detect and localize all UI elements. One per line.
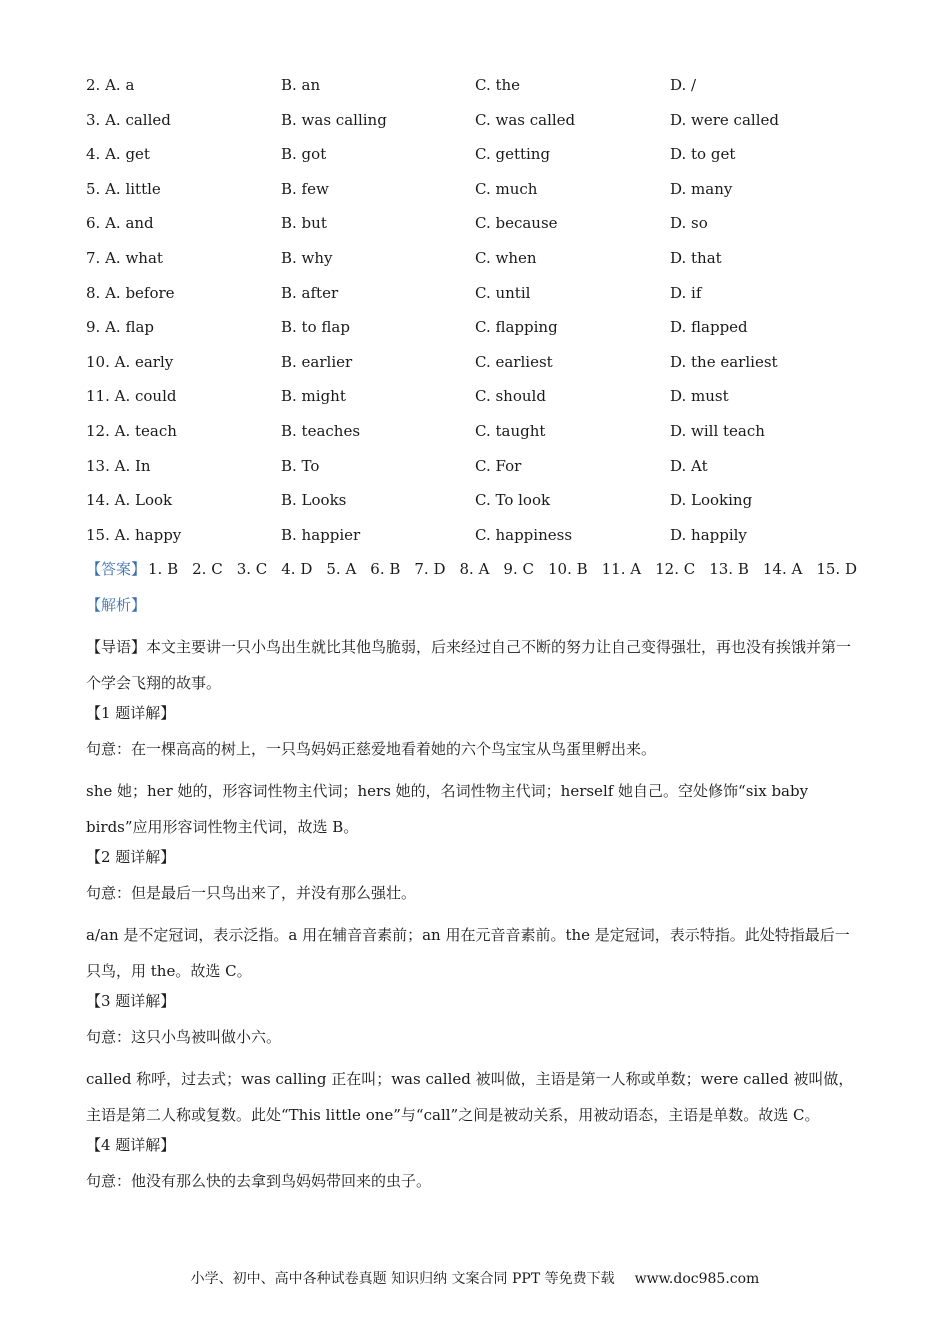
option-a: 12. A. teach bbox=[86, 421, 177, 440]
option-d: D. many bbox=[670, 179, 733, 198]
answer-item: 12. C bbox=[655, 560, 696, 578]
option-row bbox=[86, 315, 876, 350]
analysis-tag: 【解析】 bbox=[86, 596, 147, 614]
analysis-body bbox=[86, 593, 862, 1205]
option-b: B. an bbox=[281, 76, 321, 94]
option-b: B. happier bbox=[281, 525, 361, 544]
option-c: C. much bbox=[475, 179, 538, 198]
answer-line bbox=[86, 557, 857, 582]
answer-item: 7. D bbox=[414, 560, 446, 578]
option-a: 8. A. before bbox=[86, 283, 175, 302]
option-a: 14. A. Look bbox=[86, 491, 173, 510]
option-d: D. that bbox=[670, 248, 722, 267]
q1-explanation: she 她；her 她的，形容词性物主代词；hers 她的，名词性物主代词；herself 她自己。空处修饰“six baby birds”应用形容词性物主代词，故选 B。 bbox=[86, 782, 809, 836]
option-c: C. when bbox=[475, 248, 537, 267]
answer-item: 5. A bbox=[326, 560, 357, 578]
option-d: D. will teach bbox=[670, 421, 765, 440]
option-a: 6. A. and bbox=[86, 214, 154, 233]
option-a: 13. A. In bbox=[86, 456, 151, 475]
option-d: D. / bbox=[670, 76, 697, 94]
option-row bbox=[86, 488, 876, 523]
option-row bbox=[86, 454, 876, 489]
option-d: D. Looking bbox=[670, 491, 753, 510]
option-a: 10. A. early bbox=[86, 352, 174, 371]
option-c: C. until bbox=[475, 283, 531, 302]
answer-item: 6. B bbox=[370, 560, 401, 578]
option-b: B. To bbox=[281, 456, 320, 475]
option-d: D. were called bbox=[670, 110, 779, 129]
answer-item: 8. A bbox=[459, 560, 490, 578]
q3-heading: 【3 题详解】 bbox=[86, 992, 176, 1010]
option-d: D. so bbox=[670, 214, 708, 233]
option-c: C. taught bbox=[475, 421, 546, 440]
option-b: B. to flap bbox=[281, 318, 350, 337]
option-a: 7. A. what bbox=[86, 248, 163, 267]
option-d: D. to get bbox=[670, 145, 736, 164]
footer-text: 小学、初中、高中各种试卷真题 知识归纳 文案合同 PPT 等免费下载 bbox=[190, 1271, 615, 1287]
option-c: C. To look bbox=[475, 491, 551, 510]
answer-item: 10. B bbox=[547, 560, 588, 578]
answer-item: 15. D bbox=[816, 560, 857, 578]
option-row bbox=[86, 211, 876, 246]
option-a: 3. A. called bbox=[86, 110, 171, 129]
answer-item: 3. C bbox=[236, 560, 268, 578]
option-a: 2. A. a bbox=[86, 76, 135, 94]
option-row bbox=[86, 281, 876, 316]
page-footer bbox=[0, 1268, 950, 1290]
option-c: C. happiness bbox=[475, 525, 573, 544]
option-c: C. earliest bbox=[475, 352, 553, 371]
option-b: B. was calling bbox=[281, 110, 387, 129]
option-b: B. few bbox=[281, 179, 329, 198]
option-c: C. getting bbox=[475, 145, 551, 164]
option-row bbox=[86, 419, 876, 454]
answer-item: 4. D bbox=[281, 560, 313, 578]
option-c: C. because bbox=[475, 214, 558, 233]
option-a: 15. A. happy bbox=[86, 525, 182, 544]
option-d: D. flapped bbox=[670, 318, 748, 337]
option-b: B. got bbox=[281, 145, 327, 164]
footer-url[interactable]: www.doc985.com bbox=[634, 1271, 760, 1287]
option-row bbox=[86, 246, 876, 281]
option-row bbox=[86, 177, 876, 212]
option-b: B. might bbox=[281, 387, 346, 406]
guide-paragraph: 【导语】本文主要讲一只小鸟出生就比其他鸟脆弱，后来经过自己不断的努力让自己变得强壮，再也没有挨饿并第一个学会飞翔的故事。 bbox=[86, 638, 852, 692]
option-d: D. At bbox=[670, 456, 708, 475]
option-b: B. after bbox=[281, 283, 339, 302]
answer-list bbox=[148, 557, 857, 582]
answer-item: 13. B bbox=[709, 560, 749, 578]
option-a: 4. A. get bbox=[86, 145, 150, 164]
option-row bbox=[86, 142, 876, 177]
answer-item: 11. A bbox=[601, 560, 642, 578]
option-b: B. why bbox=[281, 248, 333, 267]
q2-meaning: 句意：但是最后一只鸟出来了，并没有那么强壮。 bbox=[86, 884, 417, 902]
option-c: C. For bbox=[475, 456, 522, 475]
option-d: D. the earliest bbox=[670, 352, 778, 371]
option-c: C. flapping bbox=[475, 318, 558, 337]
option-c: C. the bbox=[475, 76, 521, 94]
q1-heading: 【1 题详解】 bbox=[86, 704, 176, 722]
q2-explanation: a/an 是不定冠词，表示泛指。a 用在辅音音素前；an 用在元音音素前。the 是定冠词，表示特指。此处特指最后一只鸟，用 the。故选 C。 bbox=[86, 926, 850, 980]
option-a: 11. A. could bbox=[86, 387, 177, 406]
q4-meaning: 句意：他没有那么快的去拿到鸟妈妈带回来的虫子。 bbox=[86, 1172, 432, 1190]
q1-meaning: 句意：在一棵高高的树上，一只鸟妈妈正慈爱地看着她的六个鸟宝宝从鸟蛋里孵出来。 bbox=[86, 740, 657, 758]
option-row bbox=[86, 108, 876, 143]
q3-explanation: called 称呼，过去式；was calling 正在叫；was called 被叫做，主语是第一人称或单数；were called 被叫做，主语是第二人称或复数。此处“This little one”与“call”之间是被动关系，用被动语态，主语是单数。故选 C。 bbox=[86, 1070, 854, 1124]
option-d: D. happily bbox=[670, 525, 747, 544]
option-c: C. was called bbox=[475, 110, 576, 129]
q2-heading: 【2 题详解】 bbox=[86, 848, 176, 866]
option-c: C. should bbox=[475, 387, 546, 406]
answer-tag: 【答案】 bbox=[86, 560, 147, 578]
option-d: D. must bbox=[670, 387, 729, 406]
option-b: B. Looks bbox=[281, 491, 347, 510]
option-row bbox=[86, 73, 876, 108]
option-b: B. teaches bbox=[281, 421, 361, 440]
option-row bbox=[86, 350, 876, 385]
option-row bbox=[86, 384, 876, 419]
option-table bbox=[86, 73, 876, 557]
answer-item: 2. C bbox=[192, 560, 223, 578]
option-d: D. if bbox=[670, 283, 702, 302]
option-b: B. but bbox=[281, 214, 327, 233]
option-b: B. earlier bbox=[281, 352, 353, 371]
answer-item: 1. B bbox=[148, 560, 179, 578]
q4-heading: 【4 题详解】 bbox=[86, 1136, 176, 1154]
q3-meaning: 句意：这只小鸟被叫做小六。 bbox=[86, 1028, 282, 1046]
answer-item: 14. A bbox=[762, 560, 803, 578]
option-a: 9. A. flap bbox=[86, 318, 154, 337]
option-a: 5. A. little bbox=[86, 179, 161, 198]
option-row bbox=[86, 523, 876, 558]
answer-item: 9. C bbox=[503, 560, 534, 578]
